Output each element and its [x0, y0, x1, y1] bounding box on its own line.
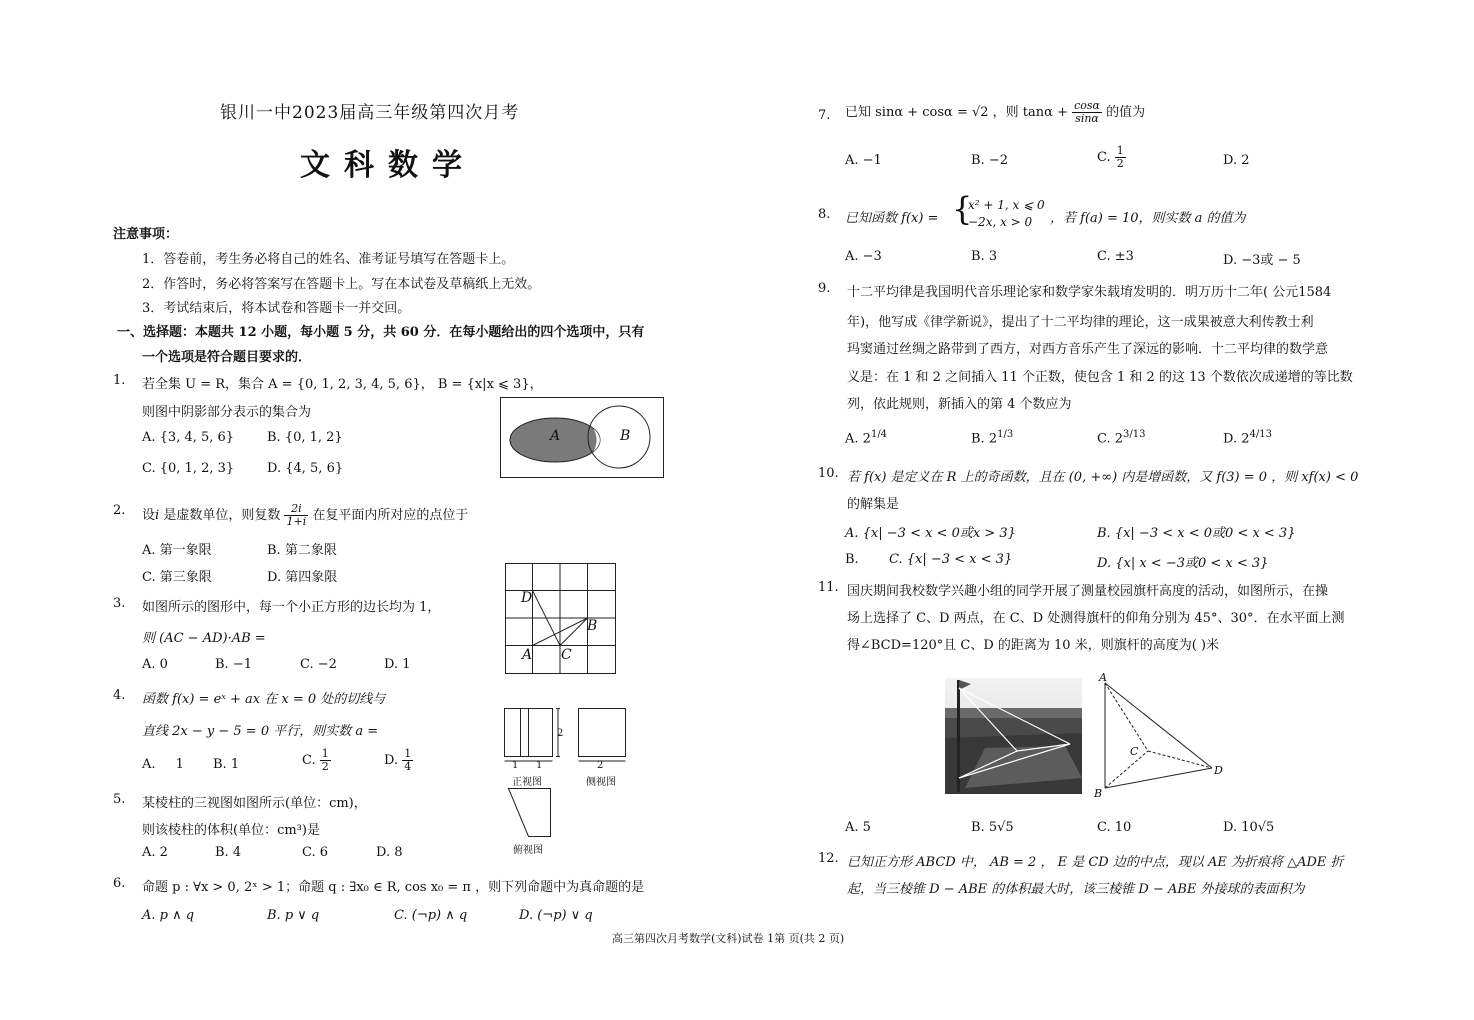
- q10-text: 若 f(x) 是定义在 R 上的奇函数，且在 (0, +∞) 内是增函数，又 f(3) = 0 ，则 xf(x) < 0: [847, 470, 1359, 485]
- q4-text: 函数 f(x) = eˣ + ax 在 x = 0 处的切线与: [142, 692, 386, 707]
- front-view-label: 正视图: [512, 777, 542, 788]
- option: C. (¬p) ∧ q: [394, 908, 468, 923]
- question-number: 11.: [818, 580, 839, 595]
- option: D. 2: [1223, 153, 1250, 168]
- q8-pre: 已知函数 f(x) =: [845, 211, 939, 226]
- option: A. p ∧ q: [142, 908, 195, 923]
- question-number: 8.: [818, 207, 831, 222]
- venn-label-b: B: [620, 428, 631, 444]
- option: D. 第四象限: [267, 570, 338, 585]
- option: A. 第一象限: [142, 543, 212, 558]
- q11-line: 场上选择了 C、D 两点，在 C、D 处测得旗杆的仰角分别为 45°、30°．在水平面上测: [847, 611, 1345, 626]
- option: D. {4, 5, 6}: [267, 461, 344, 476]
- notes-heading: 注意事项：: [113, 227, 179, 242]
- q1-text2: 则图中阴影部分表示的集合为: [142, 405, 312, 420]
- option: B. $2^{1/3}$: [971, 429, 1014, 447]
- q12-line: 起，当三棱锥 D − ABE 的体积最大时，该三棱锥 D − ABE 外接球的表面积为: [847, 882, 1305, 897]
- option: C. {x| −3 < x < 3}: [889, 552, 1013, 567]
- option: D. (¬p) ∨ q: [519, 908, 593, 923]
- question-number: 4.: [113, 688, 126, 703]
- q4-text2: 直线 2x − y − 5 = 0 平行，则实数 a =: [142, 724, 379, 739]
- dim-label: 1: [536, 760, 543, 771]
- grid-label-b: B: [587, 618, 598, 634]
- q11-line: 国庆期间我校数学兴趣小组的同学开展了测量校园旗杆高度的活动，如图所示，在操: [847, 584, 1329, 599]
- q11-line: 得∠BCD=120°且 C、D 的距离为 10 米，则旗杆的高度为( )米: [847, 638, 1219, 653]
- option: C. $\frac{1}{2}$: [302, 747, 329, 773]
- diagram-label-c: C: [1130, 745, 1139, 758]
- venn-label-a: A: [550, 428, 561, 444]
- option: A. −1: [845, 153, 882, 168]
- option: B. 5√5: [971, 820, 1014, 835]
- grid-label-d: D: [521, 590, 533, 606]
- q9-line: 年)，他写成《律学新说》，提出了十二平均律的理论，这一成果被意大利传教士利: [847, 315, 1314, 330]
- option: B. 4: [215, 845, 242, 860]
- q9-line: 玛窦通过丝绸之路带到了西方，对西方音乐产生了深远的影响．十二平均律的数学意: [847, 342, 1329, 357]
- option: C. 6: [302, 845, 329, 860]
- brace: {: [952, 190, 973, 228]
- question-number: 1.: [113, 373, 126, 388]
- option: B. −2: [971, 153, 1008, 168]
- q8-case2: −2x, x > 0: [968, 215, 1033, 229]
- exam-title: 银川一中2023届高三年级第四次月考: [220, 103, 520, 123]
- question-number: 10.: [818, 466, 839, 481]
- option: D. $2^{4/13}$: [1223, 429, 1272, 447]
- page-footer: 高三第四次月考数学(文科)试卷 1第 页(共 2 页): [612, 932, 845, 945]
- q2-mid: 是虚数单位，则复数: [163, 508, 281, 523]
- subject-title: 文科数学: [300, 148, 476, 183]
- option: B. 1: [213, 757, 240, 772]
- option: A. 0: [142, 657, 168, 672]
- option: D. −3或 − 5: [1223, 253, 1301, 268]
- option: C. $\frac{1}{2}$: [1097, 144, 1124, 170]
- q1-text: 若全集 U = R，集合 A = {0, 1, 2, 3, 4, 5, 6}， B = {x|x ⩽ 3}，: [142, 377, 543, 392]
- diagram-label-b: B: [1094, 787, 1103, 800]
- question-number: 2.: [113, 503, 126, 518]
- option: A. 2: [142, 845, 168, 860]
- option: A. {x| −3 < x < 0或x > 3}: [845, 526, 1016, 541]
- q8-case1: x² + 1, x ⩽ 0: [968, 198, 1045, 212]
- dim-label: 1: [512, 760, 519, 771]
- q6-text: 命题 p : ∀x > 0, 2ˣ > 1；命题 q : ∃x₀ ∈ R, cos x₀ = π ，则下列命题中为真命题的是: [142, 880, 645, 895]
- option: C. $2^{3/13}$: [1097, 429, 1146, 447]
- q3-text2: 则 (AC − AD)·AB =: [142, 631, 266, 646]
- option: B. {x| −3 < x < 0或0 < x < 3}: [1097, 526, 1296, 541]
- option: D. {x| x < −3或0 < x < 3}: [1097, 556, 1269, 571]
- section-heading-cont: 一个选项是符合题目要求的．: [142, 350, 312, 365]
- dim-label: 2: [557, 728, 564, 739]
- venn-diagram: [500, 397, 664, 478]
- diagram-label-d: D: [1214, 764, 1223, 777]
- option: C. 第三象限: [142, 570, 212, 585]
- option: B. −1: [215, 657, 252, 672]
- grid-label-a: A: [522, 647, 533, 663]
- option: B. 第二象限: [267, 543, 337, 558]
- diagram-label-a: A: [1099, 671, 1107, 684]
- q3-text: 如图所示的图形中，每一个小正方形的边长均为 1，: [142, 600, 441, 615]
- grid-label-c: C: [561, 647, 572, 663]
- question-number: 5.: [113, 792, 126, 807]
- option: A. $2^{1/4}$: [845, 429, 888, 447]
- option: D. 10√5: [1223, 820, 1275, 835]
- q2-pre: 设: [142, 508, 156, 523]
- q2-fraction: $\frac{2i}{1+i}$: [286, 502, 307, 528]
- tetrahedron-diagram: [1092, 676, 1222, 798]
- note-item: 2．作答时，务必将答案写在答题卡上。写在本试卷及草稿纸上无效。: [142, 277, 541, 292]
- option: D. 1: [384, 657, 411, 672]
- option: D. $\frac{1}{4}$: [384, 747, 412, 773]
- question-number: 3.: [113, 596, 126, 611]
- option: A. 1: [142, 757, 184, 772]
- section-heading: 一、选择题：本题共 12 小题，每小题 5 分，共 60 分．在每小题给出的四个选项中，只有: [117, 325, 645, 340]
- q12-line: 已知正方形 ABCD 中， AB = 2 ， E 是 CD 边的中点，现以 AE 为折痕将 △ADE 折: [847, 855, 1344, 870]
- option: C. ±3: [1097, 249, 1134, 264]
- note-item: 1．答卷前，考生务必将自己的姓名、准考证号填写在答题卡上。: [142, 252, 515, 267]
- flagpole-photo: [945, 678, 1082, 794]
- side-view-label: 侧视图: [586, 777, 616, 788]
- option: C. 10: [1097, 820, 1132, 835]
- q5-text: 某棱柱的三视图如图所示(单位：cm)，: [142, 796, 367, 811]
- q8-post: ，若 f(a) = 10，则实数 a 的值为: [1050, 211, 1246, 226]
- question-number: 9.: [818, 281, 831, 296]
- q2-text: 设i 是虚数单位，则复数 $\frac{2i}{1+i}$ 在复平面内所对应的点位于: [142, 502, 469, 528]
- option: B. 3: [971, 249, 998, 264]
- question-number: 7.: [818, 108, 831, 123]
- option: B. {0, 1, 2}: [267, 430, 343, 445]
- q10-text2: 的解集是: [847, 497, 900, 512]
- option: D. 8: [376, 845, 403, 860]
- option: A. {3, 4, 5, 6}: [142, 430, 235, 445]
- option: A. −3: [845, 249, 882, 264]
- option: C. −2: [300, 657, 337, 672]
- option: A. 5: [845, 820, 871, 835]
- q9-line: 十二平均律是我国明代音乐理论家和数学家朱载堉发明的．明万历十二年( 公元1584: [847, 285, 1332, 300]
- q5-text2: 则该棱柱的体积(单位：cm³)是: [142, 823, 320, 838]
- dim-label: 2: [597, 760, 604, 771]
- question-number: 12.: [818, 851, 839, 866]
- q7-text: 已知 sinα + cosα = √2 ，则 tanα + $\frac{\cos\alpha}{\sin\alpha}$ 的值为: [845, 99, 1146, 125]
- option: B. p ∨ q: [267, 908, 320, 923]
- option: C. {0, 1, 2, 3}: [142, 461, 235, 476]
- question-number: 6.: [113, 876, 126, 891]
- q9-line: 列，依此规则，新插入的第 4 个数应为: [847, 397, 1072, 412]
- option: B.: [845, 552, 859, 567]
- note-item: 3．考试结束后，将本试卷和答题卡一并交回。: [142, 301, 411, 316]
- q2-post: 在复平面内所对应的点位于: [312, 508, 469, 523]
- top-view-label: 俯视图: [513, 845, 543, 856]
- q9-line: 义是：在 1 和 2 之间插入 11 个正数，使包含 1 和 2 的这 13 个数依次成递增的等比数: [847, 370, 1353, 385]
